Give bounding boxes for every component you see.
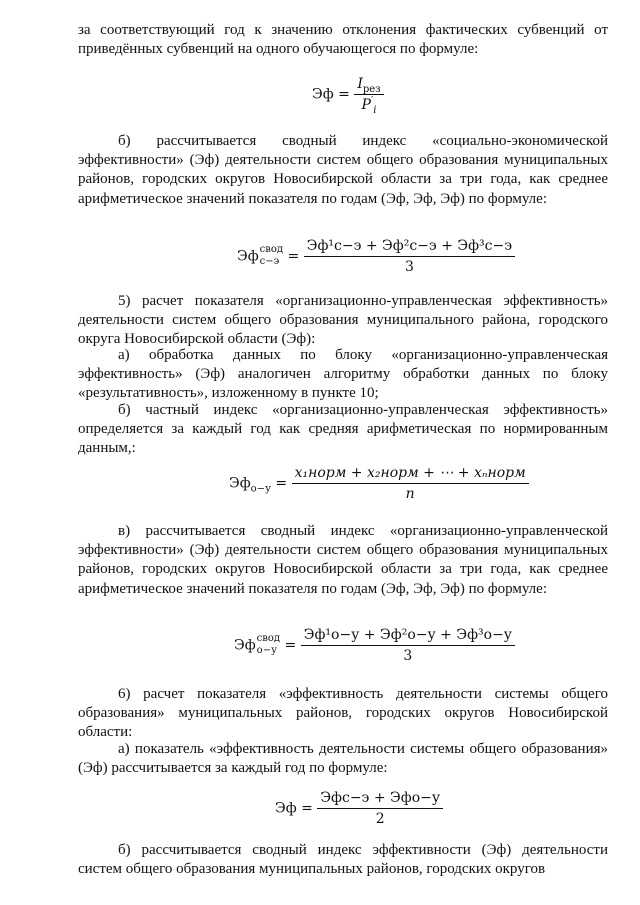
formula-ef-socio-economic: Эф свод с−э = $\frac{\text{Эф¹с−э + Эф²с−э + Эф³с−э}}{3}$: [237, 238, 515, 275]
paragraph-data-processing: а) обработка данных по блоку «организационно-управленческая эффективность» (Эф) аналогичен алгоритму обработки данных по блоку «результативность», изложенному в пункте 10;: [78, 347, 608, 402]
paragraph-efficiency-calculation: 6) расчет показателя «эффективность деятельности системы общего образования» муниципальных районов, городских округов Новосибирской области:: [78, 686, 608, 741]
formula-ef-org-management: $Эф_{о-у}$ = $\frac{\text{x₁норм + x₂норм + ⋯ + xₙнорм}}{n}$: [229, 465, 529, 502]
paragraph-partial-index: б) частный индекс «организационно-управленческая эффективность» определяется за каждый год как средняя арифметическая по нормированным данным,:: [78, 402, 608, 457]
paragraph-efficiency-indicator: а) показатель «эффективность деятельности системы общего образования» (Эф) рассчитывается за каждый год по формуле:: [78, 741, 608, 777]
formula-ef-total: Эф = $\frac{\text{Эфс−э + Эфо−у}}{2}$: [275, 790, 443, 827]
paragraph-summary-index: б) рассчитывается сводный индекс эффективности (Эф) деятельности систем общего образования муниципальных районов, городских округов: [78, 842, 608, 878]
paragraph-subsidy-deviation: за соответствующий год к значению отклонения фактических субвенций от приведённых субвенций на одного обучающегося по формуле:: [78, 22, 608, 58]
paragraph-org-management-index: в) рассчитывается сводный индекс «организационно-управленческой эффективности» (Эф) деятельности систем общего образования муниципальных районов, городских округов Новосибирской области за три года, как среднее арифметическое значений показателя по годам (Эф, Эф, Эф) по формуле:: [78, 523, 608, 597]
formula-ef-org-management-summary: Эф свод о−у = $\frac{\text{Эф¹о−у + Эф²о−у + Эф³о−у}}{3}$: [234, 627, 515, 664]
paragraph-org-management: 5) расчет показателя «организационно-управленческая эффективность» деятельности систем общего образования муниципального района, городского округа Новосибирской области (Эф):: [78, 293, 608, 348]
formula-ef: Эф = $\frac{I_{рез}}{P'_i}$: [312, 76, 384, 113]
paragraph-socio-economic-index: б) рассчитывается сводный индекс «социально-экономической эффективности» (Эф) деятельности систем общего образования муниципальных районов, городских округов Новосибирской области за три года, как среднее арифметическое значений показателя по годам (Эф, Эф, Эф) по формуле:: [78, 133, 608, 207]
